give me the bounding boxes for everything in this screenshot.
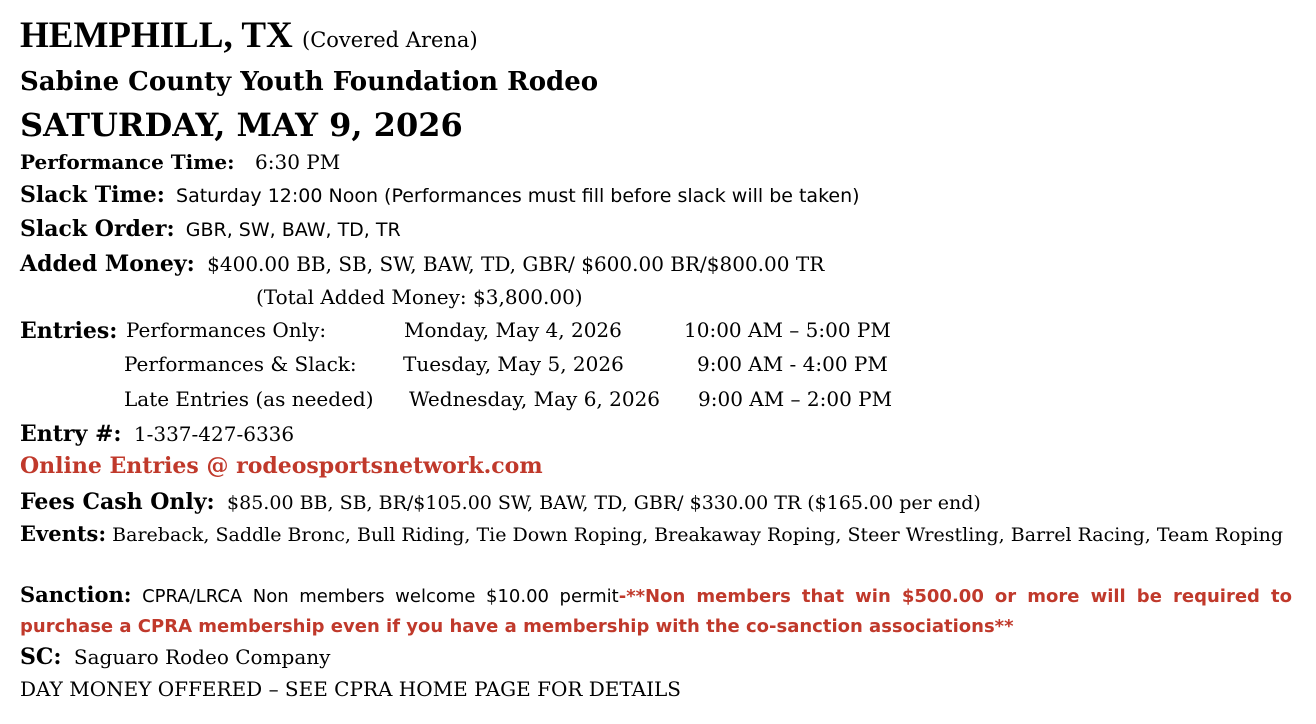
venue-note: (Covered Arena) xyxy=(302,28,478,52)
sanction-row xyxy=(20,580,1292,642)
event-date: SATURDAY, MAY 9, 2026 xyxy=(20,106,463,144)
entries-row-1 xyxy=(20,318,117,344)
entry-hours: 9:00 AM – 2:00 PM xyxy=(698,387,893,411)
added-money-row xyxy=(20,251,824,277)
entry-number-label: Entry #: xyxy=(20,421,122,447)
entry-type: Late Entries (as needed) xyxy=(124,387,374,411)
stock-contractor-row xyxy=(20,644,330,670)
slack-order-row xyxy=(20,216,401,242)
fees-row xyxy=(20,489,981,515)
entry-day: Monday, May 4, 2026 xyxy=(404,318,622,342)
performance-time-value: 6:30 PM xyxy=(255,150,341,174)
stock-contractor-value: Saguaro Rodeo Company xyxy=(73,645,331,669)
entry-type: Performances & Slack: xyxy=(124,352,357,376)
slack-time-label: Slack Time: xyxy=(20,182,165,208)
events-label: Events: xyxy=(20,521,107,546)
slack-order-value: GBR, SW, BAW, TD, TR xyxy=(185,219,401,241)
slack-order-label: Slack Order: xyxy=(20,216,175,242)
total-added-money: (Total Added Money: $3,800.00) xyxy=(256,285,583,309)
entry-hours: 10:00 AM – 5:00 PM xyxy=(684,318,891,342)
online-entries-link[interactable]: Online Entries @ rodeosportsnetwork.com xyxy=(20,453,543,479)
slack-time-value: Saturday 12:00 Noon (Performances must fill before slack will be taken) xyxy=(176,185,860,207)
added-money-value: $400.00 BB, SB, SW, BAW, TD, GBR/ $600.00 BR/$800.00 TR xyxy=(207,252,825,276)
entry-number-row xyxy=(20,421,294,447)
events-value: Bareback, Saddle Bronc, Bull Riding, Tie Down Roping, Breakaway Roping, Steer Wrestling, Barrel Racing, Team Roping xyxy=(112,524,1284,546)
sanction-label: Sanction: xyxy=(20,582,132,607)
added-money-label: Added Money: xyxy=(20,251,195,277)
city-heading xyxy=(20,14,478,57)
stock-contractor-label: SC: xyxy=(20,644,62,670)
events-row xyxy=(20,519,1292,550)
event-name: Sabine County Youth Foundation Rodeo xyxy=(20,67,599,97)
fees-value: $85.00 BB, SB, BR/$105.00 SW, BAW, TD, GBR/ $330.00 TR ($165.00 per end) xyxy=(227,492,981,514)
entries-label: Entries: xyxy=(20,318,118,344)
entry-type: Performances Only: xyxy=(126,318,327,342)
entry-day: Tuesday, May 5, 2026 xyxy=(403,352,624,376)
sanction-warning: -**Non members that win $500.00 or more will be required to purchase a CPRA membership even if you have a membership with the co-sanction associations** xyxy=(20,586,1292,637)
city-name: HEMPHILL, TX xyxy=(20,15,293,56)
day-money-notice: DAY MONEY OFFERED – SEE CPRA HOME PAGE FOR DETAILS xyxy=(20,677,681,701)
entry-number-value: 1-337-427-6336 xyxy=(133,422,295,446)
entry-hours: 9:00 AM - 4:00 PM xyxy=(697,352,888,376)
fees-label: Fees Cash Only: xyxy=(20,489,215,515)
performance-time-label: Performance Time: xyxy=(20,150,235,174)
entry-day: Wednesday, May 6, 2026 xyxy=(409,387,661,411)
performance-time-row xyxy=(20,150,341,174)
slack-time-row xyxy=(20,182,860,208)
sanction-value: CPRA/LRCA Non members welcome $10.00 permit xyxy=(142,586,619,607)
